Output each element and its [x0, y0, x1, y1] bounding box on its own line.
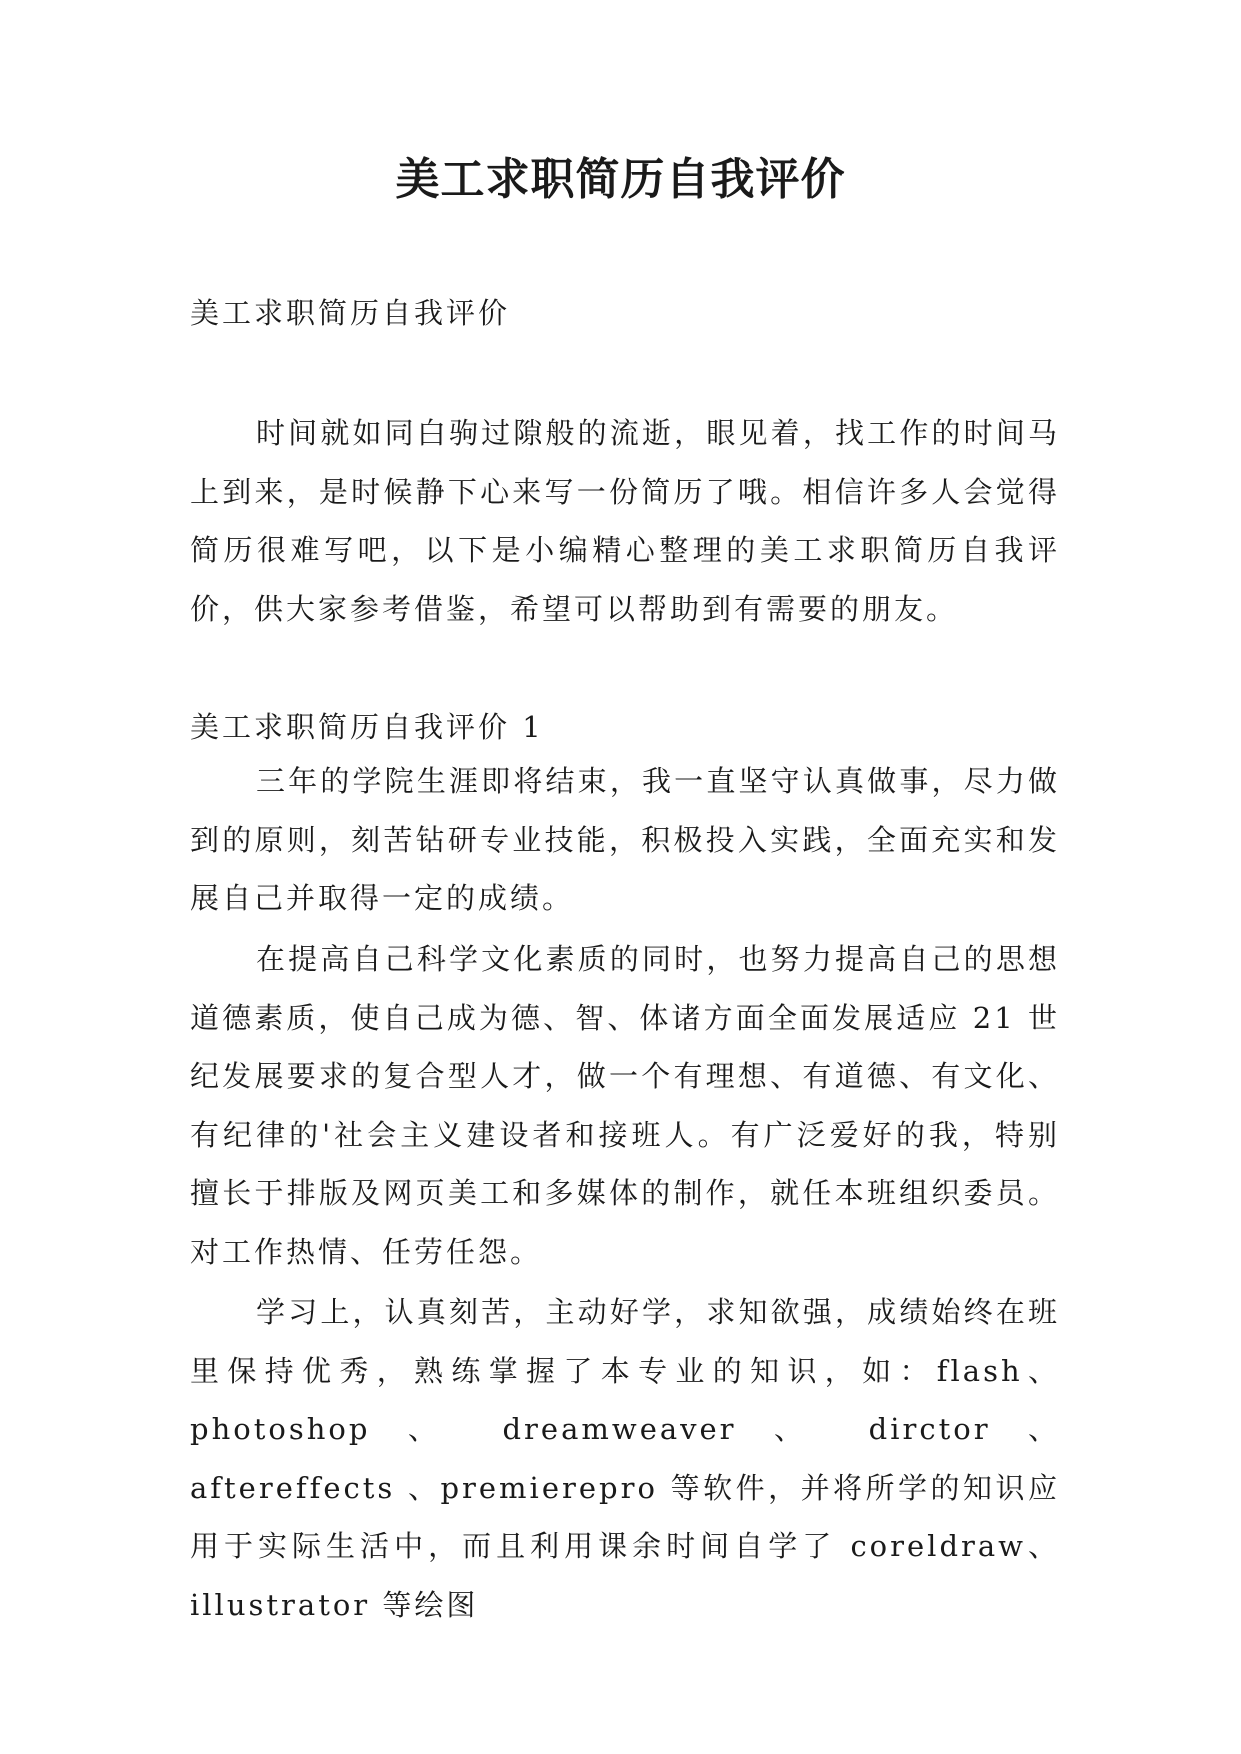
section-title: 美工求职简历自我评价 1: [190, 710, 544, 744]
body-paragraph-2: 在提高自己科学文化素质的同时，也努力提高自己的思想道德素质，使自己成为德、智、体诸方面全面发展适应 21 世纪发展要求的复合型人才，做一个有理想、有道德、有文化、有纪律的'社会主义建设者和接班人。有广泛爱好的我，特别擅长于排版及网页美工和多媒体的制作，就任本班组织委员。对工作热情、任劳任怨。: [190, 942, 1060, 1269]
body-paragraph-1: 三年的学院生涯即将结束，我一直坚守认真做事，尽力做到的原则，刻苦钻研专业技能，积极投入实践，全面充实和发展自己并取得一定的成绩。: [190, 764, 1060, 915]
body-paragraph-3: 学习上，认真刻苦，主动好学，求知欲强，成绩始终在班里保持优秀，熟练掌握了本专业的知识，如：flash、photoshop 、 dreamweaver 、 dirctor 、 aftereffects 、premierepro 等软件，并将所学的知识应用于实际生活中，而且利用课余时间自学了 coreldraw、illustrator 等绘图: [190, 1295, 1060, 1622]
document-title: 美工求职简历自我评价: [395, 154, 846, 205]
document-subtitle: 美工求职简历自我评价: [190, 296, 511, 330]
intro-paragraph: 时间就如同白驹过隙般的流逝，眼见着，找工作的时间马上到来，是时候静下心来写一份简历了哦。相信许多人会觉得简历很难写吧，以下是小编精心整理的美工求职简历自我评价，供大家参考借鉴，希望可以帮助到有需要的朋友。: [190, 416, 1060, 626]
